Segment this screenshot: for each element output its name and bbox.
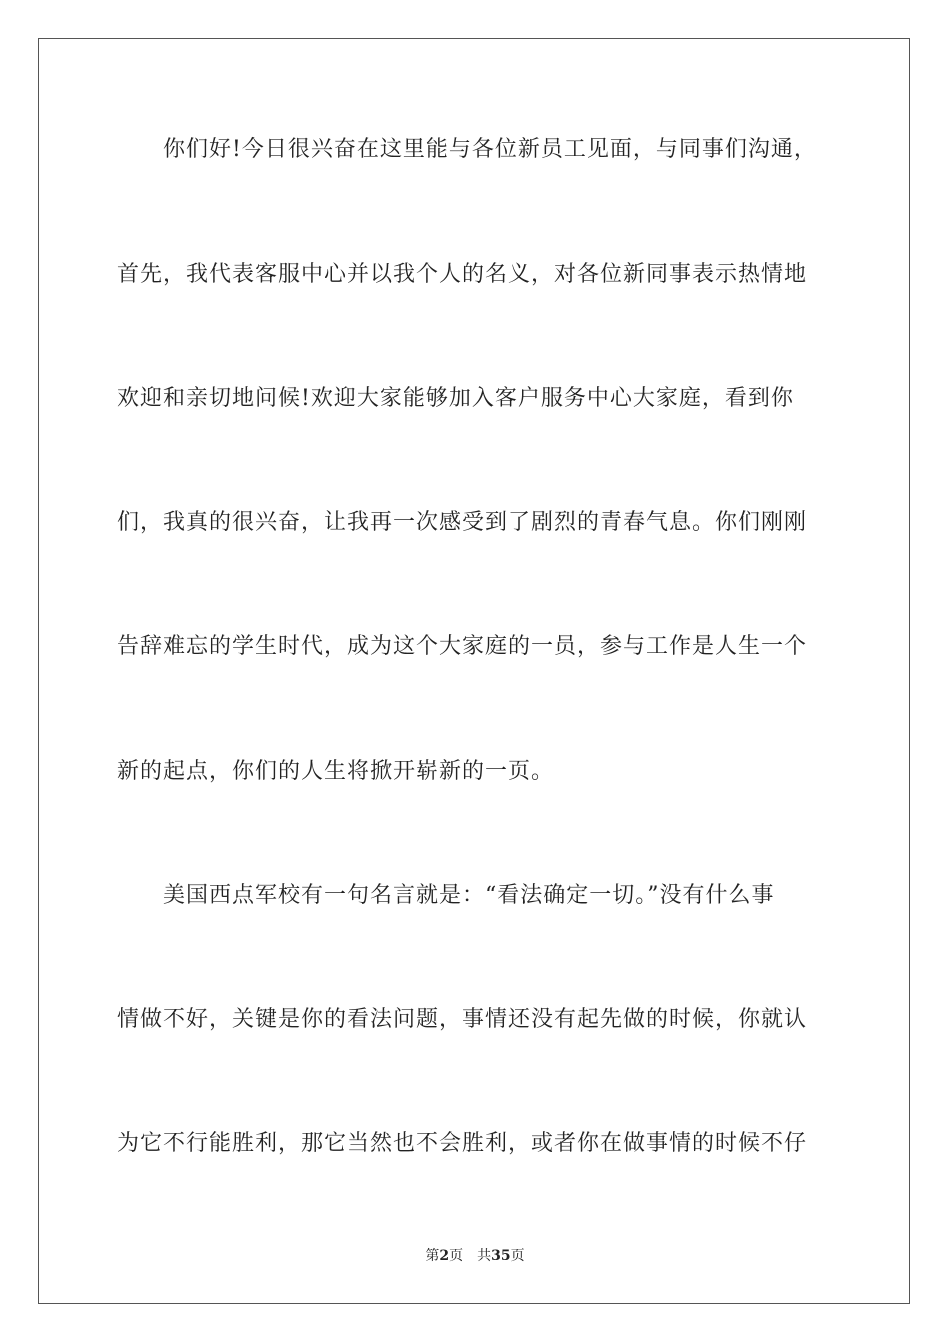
- paragraph-2-line-3: 为它不行能胜利，那它当然也不会胜利，或者你在做事情的时候不仔: [117, 1131, 808, 1156]
- paragraph-1-line-3: 欢迎和亲切地问候!欢迎大家能够加入客户服务中心大家庭，看到你: [117, 386, 794, 411]
- paragraph-2-line-2: 情做不好，关键是你的看法问题，事情还没有起先做的时候，你就认: [117, 1007, 808, 1032]
- footer-page-number: 2: [439, 1248, 450, 1264]
- footer-total-prefix: 共: [477, 1248, 492, 1264]
- paragraph-1-line-4: 们，我真的很兴奋，让我再一次感受到了剧烈的青春气息。你们刚刚: [117, 510, 808, 535]
- paragraph-1-line-6: 新的起点，你们的人生将掀开崭新的一页。: [117, 759, 555, 784]
- footer-total-pages: 35: [491, 1248, 511, 1264]
- paragraph-2-line-1: 美国西点军校有一句名言就是：“看法确定一切。”没有什么事: [163, 883, 775, 908]
- footer-page-prefix: 第: [425, 1248, 440, 1264]
- paragraph-1-line-1: 你们好!今日很兴奋在这里能与各位新员工见面，与同事们沟通，: [163, 137, 817, 162]
- page-footer: [0, 1247, 950, 1265]
- page-border: [38, 38, 910, 1304]
- footer-total-suffix: 页: [510, 1248, 525, 1264]
- paragraph-1-line-2: 首先，我代表客服中心并以我个人的名义，对各位新同事表示热情地: [117, 262, 808, 287]
- footer-page-suffix: 页: [449, 1248, 464, 1264]
- paragraph-1-line-5: 告辞难忘的学生时代，成为这个大家庭的一员，参与工作是人生一个: [117, 634, 808, 659]
